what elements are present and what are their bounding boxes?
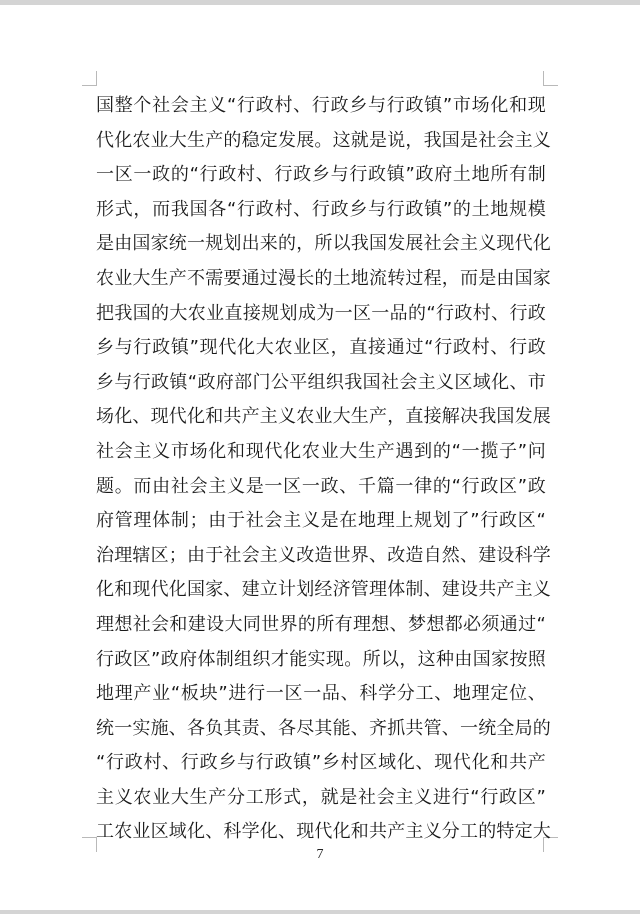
text-line: 场化、现代化和共产主义农业大生产，直接解决我国发展 <box>96 406 551 428</box>
text-line: 形式，而我国各“行政村、行政乡与行政镇”的土地规模 <box>96 198 546 220</box>
text-line: 行政区”政府体制组织才能实现。所以，这种由国家按照 <box>96 648 546 670</box>
text-line: 府管理体制；由于社会主义是在地理上规划了”行政区“ <box>96 510 546 532</box>
text-line: 代化农业大生产的稳定发展。这就是说，我国是社会主义 <box>96 129 551 151</box>
crop-mark-top-right <box>543 71 558 86</box>
text-line: 化和现代化国家、建立计划经济管理体制、建设共产主义 <box>96 579 551 601</box>
page-number: 7 <box>316 847 324 862</box>
bottom-border-strip <box>0 910 640 914</box>
text-line: 工农业区域化、科学化、现代化和共产主义分工的特定大 <box>96 821 551 843</box>
text-line: 主义农业大生产分工形式，就是社会主义进行“行政区” <box>96 786 546 808</box>
text-line: 把我国的大农业直接规划成为一区一品的“行政村、行政 <box>96 302 546 324</box>
text-line: 乡与行政镇“政府部门公平组织我国社会主义区域化、市 <box>96 371 546 393</box>
text-line: 社会主义市场化和现代化农业大生产遇到的“一揽子”问 <box>96 440 546 462</box>
crop-mark-top-left <box>82 71 97 86</box>
text-line: 题。而由社会主义是一区一政、千篇一律的“行政区”政 <box>96 475 546 497</box>
text-line: 农业大生产不需要通过漫长的土地流转过程，而是由国家 <box>96 267 551 289</box>
text-line: 乡与行政镇”现代化大农业区，直接通过“行政村、行政 <box>96 337 546 359</box>
text-line: 一区一政的“行政村、行政乡与行政镇”政府土地所有制 <box>96 164 546 186</box>
text-line: 理想社会和建设大同世界的所有理想、梦想都必须通过“ <box>96 613 546 635</box>
body-text <box>96 89 551 850</box>
text-line: 国整个社会主义“行政村、行政乡与行政镇”市场化和现 <box>96 95 546 116</box>
text-line: 地理产业“板块”进行一区一品、科学分工、地理定位、 <box>96 683 546 705</box>
text-line: 是由国家统一规划出来的，所以我国发展社会主义现代化 <box>96 233 551 255</box>
document-page <box>0 5 640 910</box>
text-line: 治理辖区；由于社会主义改造世界、改造自然、建设科学 <box>96 544 551 566</box>
text-line: 统一实施、各负其责、各尽其能、齐抓共管、一统全局的 <box>96 717 551 739</box>
text-line: “行政村、行政乡与行政镇”乡村区域化、现代化和共产 <box>96 752 546 774</box>
